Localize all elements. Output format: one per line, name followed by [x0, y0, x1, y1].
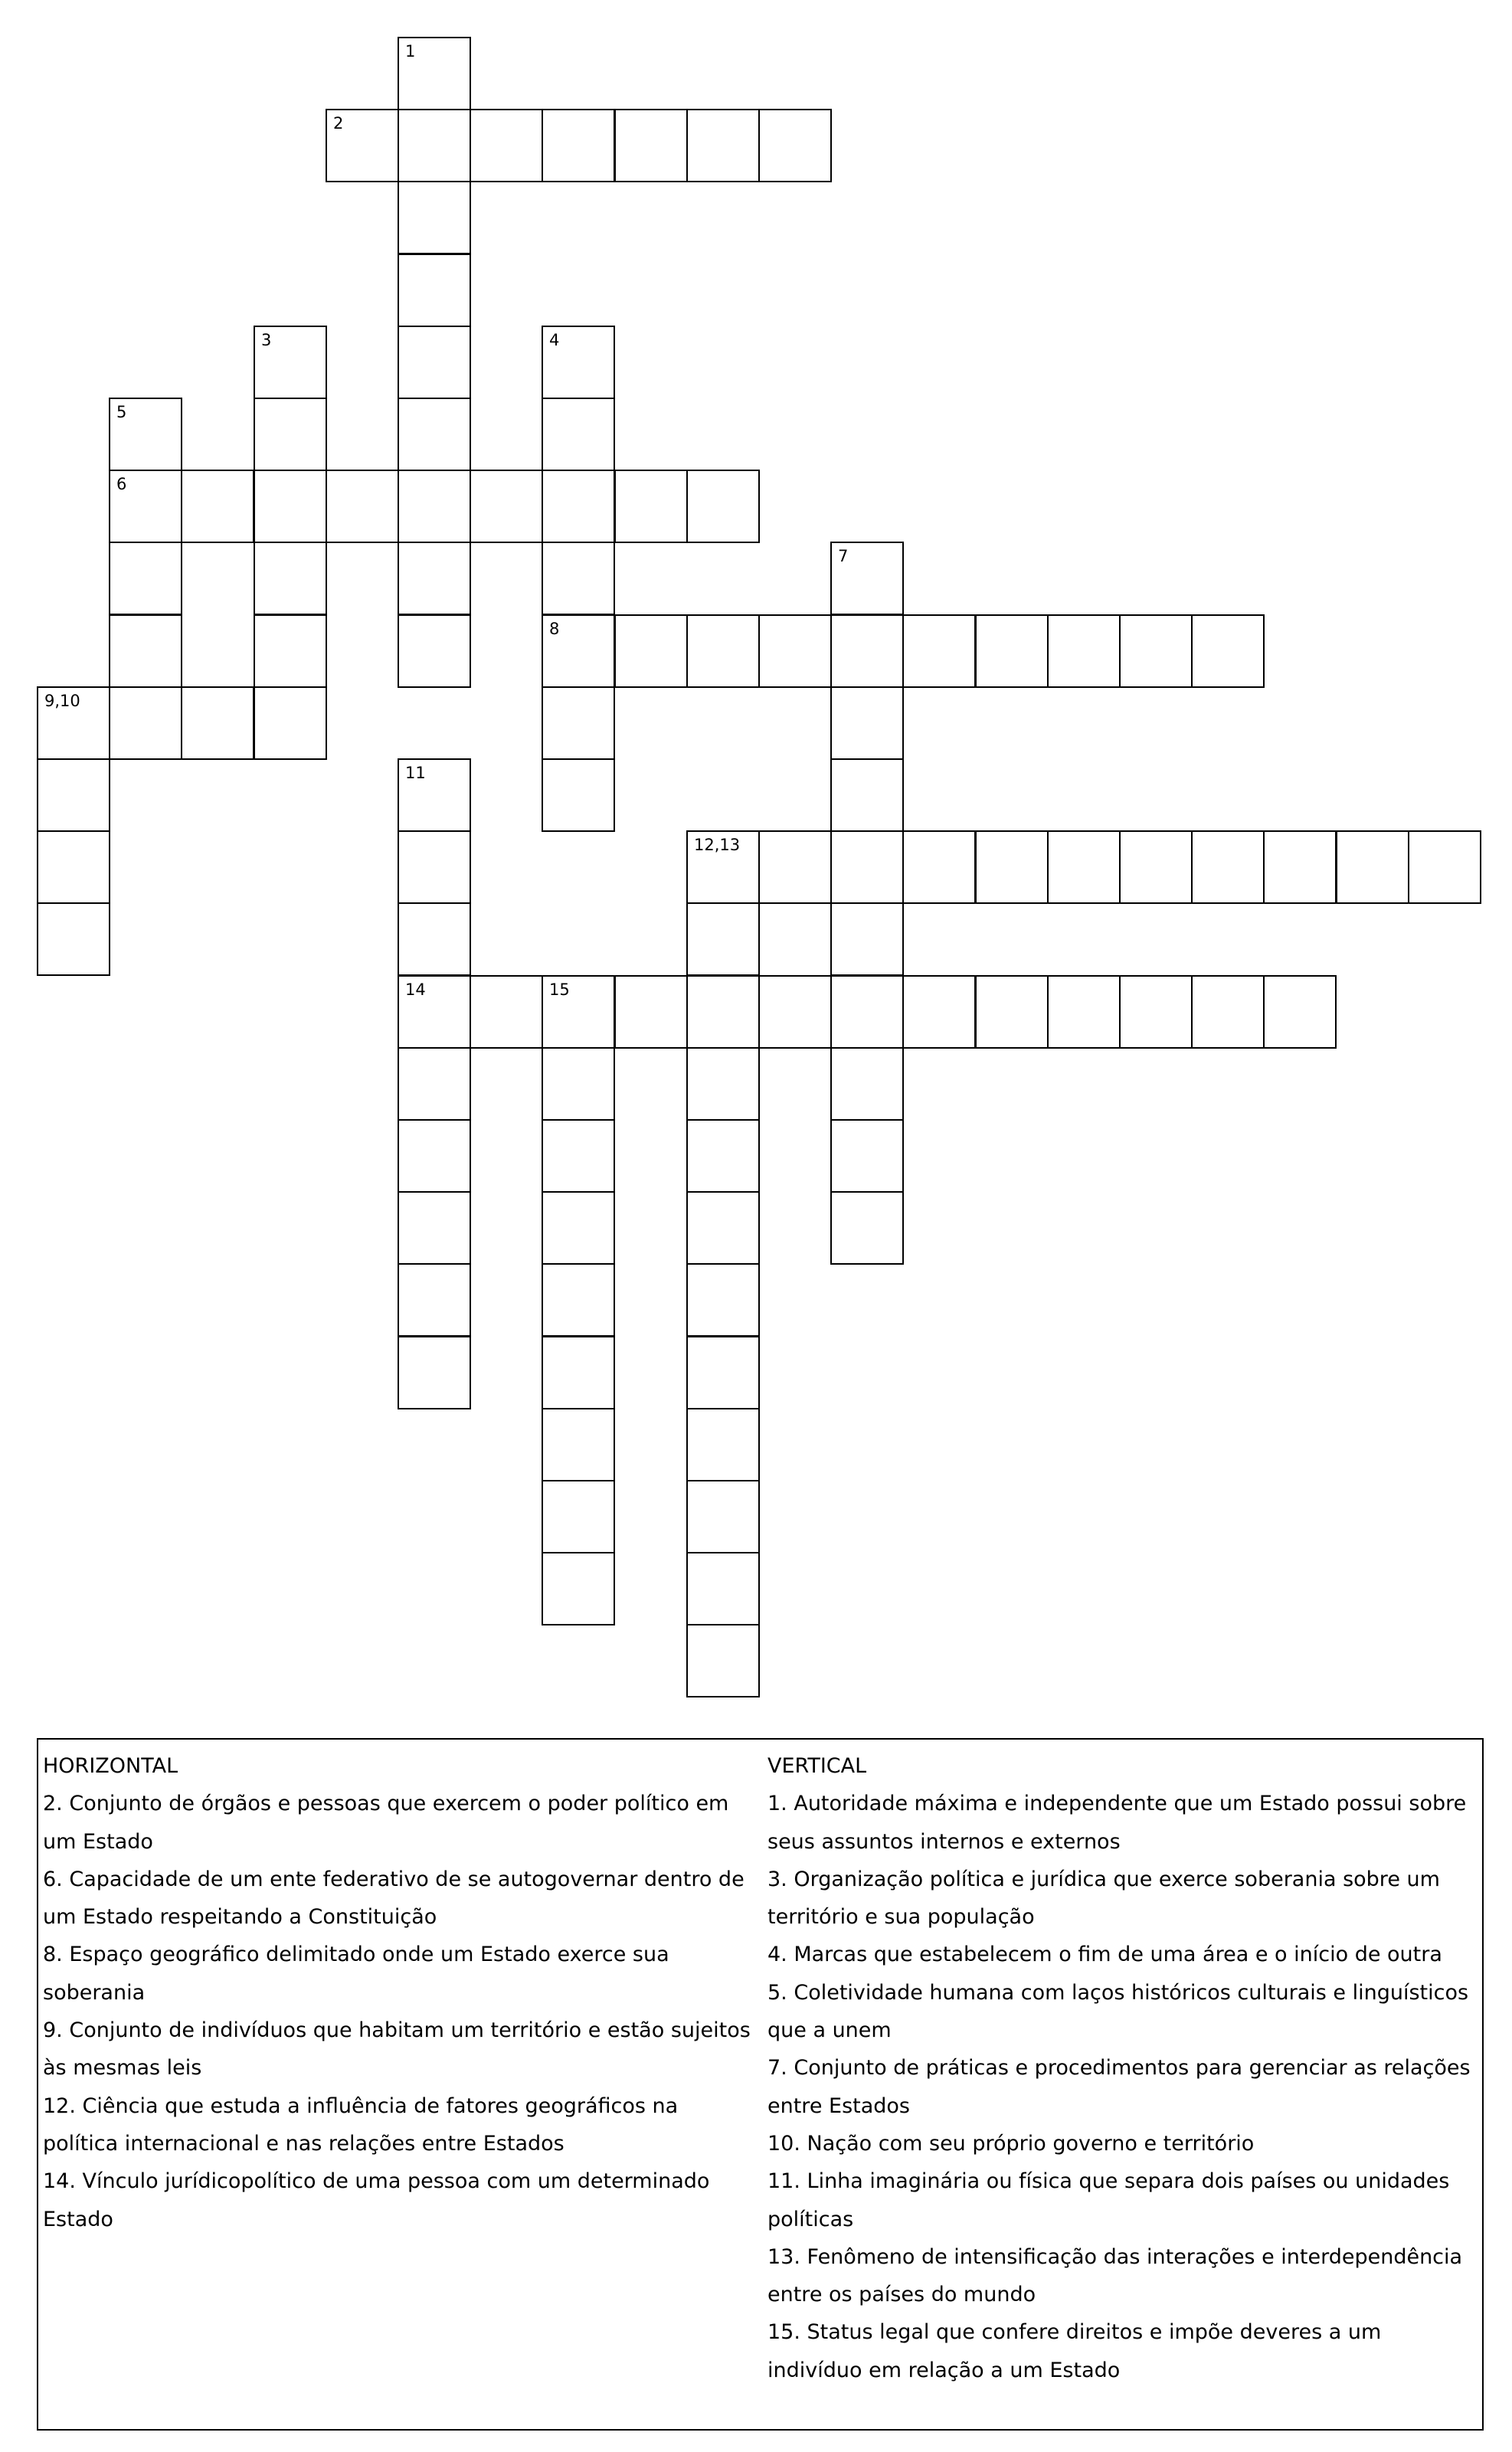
- crossword-cell[interactable]: [37, 758, 110, 832]
- crossword-cell[interactable]: [758, 614, 832, 688]
- crossword-cell[interactable]: [326, 109, 399, 182]
- crossword-cell[interactable]: [254, 470, 327, 543]
- crossword-cell[interactable]: [614, 975, 688, 1049]
- crossword-cell[interactable]: [830, 542, 904, 615]
- crossword-cell[interactable]: [109, 686, 182, 760]
- crossword-cell[interactable]: [686, 1119, 760, 1193]
- crossword-cell[interactable]: [686, 1047, 760, 1121]
- crossword-cell[interactable]: [398, 902, 471, 976]
- crossword-cell[interactable]: [398, 975, 471, 1049]
- crossword-cell[interactable]: [542, 1263, 615, 1337]
- crossword-cell[interactable]: [326, 470, 399, 543]
- crossword-cell[interactable]: [398, 181, 471, 254]
- crossword-cell[interactable]: [686, 1263, 760, 1337]
- crossword-cell[interactable]: [1047, 614, 1121, 688]
- crossword-cell[interactable]: [686, 1336, 760, 1409]
- crossword-cell[interactable]: [758, 975, 832, 1049]
- clue-horizontal-12: 12. Ciência que estuda a influência de fatores geográficos na política internacional e nas relações entre Estados: [43, 2094, 679, 2156]
- crossword-cell[interactable]: [1119, 830, 1193, 904]
- crossword-cell[interactable]: [830, 758, 904, 832]
- clue-number: 7: [838, 547, 849, 565]
- crossword-cell[interactable]: [830, 830, 904, 904]
- crossword-cell[interactable]: [37, 902, 110, 976]
- clue-vertical-4: 4. Marcas que estabelecem o fim de uma área e o início de outra: [767, 1943, 1442, 1967]
- clue-number: 4: [549, 331, 560, 349]
- crossword-cell[interactable]: [975, 975, 1049, 1049]
- crossword-cell[interactable]: [830, 1047, 904, 1121]
- crossword-cell[interactable]: [686, 614, 760, 688]
- crossword-cell[interactable]: [830, 1191, 904, 1265]
- clue-vertical-5: 5. Coletividade humana com laços históricos culturais e linguísticos que a unem: [767, 1980, 1469, 2043]
- clue-horizontal-14: 14. Vínculo jurídicopolítico de uma pessoa com um determinado Estado: [43, 2169, 710, 2231]
- crossword-cell[interactable]: [398, 1119, 471, 1193]
- crossword-cell[interactable]: [398, 109, 471, 182]
- crossword-cell[interactable]: [398, 542, 471, 615]
- crossword-cell[interactable]: [109, 542, 182, 615]
- clue-number: 9,10: [44, 692, 80, 710]
- clue-vertical-3: 3. Organização política e jurídica que exerce soberania sobre um território e sua população: [767, 1867, 1440, 1930]
- clue-number: 5: [116, 403, 127, 421]
- crossword-cell[interactable]: [109, 470, 182, 543]
- crossword-cell[interactable]: [542, 398, 615, 471]
- clue-horizontal-9: 9. Conjunto de indivíduos que habitam um território e estão sujeitos às mesmas leis: [43, 2018, 751, 2080]
- crossword-cell[interactable]: [398, 326, 471, 399]
- crossword-cell[interactable]: [181, 470, 254, 543]
- crossword-cell[interactable]: [1191, 614, 1265, 688]
- crossword-cell[interactable]: [1119, 975, 1193, 1049]
- horizontal-clues: [43, 1747, 755, 2238]
- crossword-cell[interactable]: [1263, 975, 1337, 1049]
- crossword-cell[interactable]: [542, 470, 615, 543]
- crossword-cell[interactable]: [830, 902, 904, 976]
- crossword-cell[interactable]: [254, 686, 327, 760]
- crossword-cell[interactable]: [254, 326, 327, 399]
- crossword-cell[interactable]: [830, 614, 904, 688]
- crossword-cell[interactable]: [542, 326, 615, 399]
- horizontal-heading: HORIZONTAL: [43, 1754, 178, 1778]
- vertical-heading: VERTICAL: [767, 1754, 867, 1778]
- crossword-cell[interactable]: [902, 830, 976, 904]
- clue-number: 12,13: [694, 836, 741, 854]
- clue-number: 8: [549, 620, 560, 638]
- clue-vertical-7: 7. Conjunto de práticas e procedimentos para gerenciar as relações entre Estados: [767, 2056, 1471, 2118]
- crossword-cell[interactable]: [1263, 830, 1337, 904]
- crossword-cell[interactable]: [1047, 975, 1121, 1049]
- crossword-cell[interactable]: [902, 614, 976, 688]
- crossword-cell[interactable]: [686, 1191, 760, 1265]
- crossword-cell[interactable]: [686, 902, 760, 976]
- crossword-cell[interactable]: [830, 1119, 904, 1193]
- crossword-cell[interactable]: [398, 1263, 471, 1337]
- crossword-cell[interactable]: [542, 614, 615, 688]
- crossword-cell[interactable]: [542, 1552, 615, 1625]
- clue-number: 2: [333, 114, 344, 133]
- clue-vertical-1: 1. Autoridade máxima e independente que um Estado possui sobre seus assuntos internos e externos: [767, 1792, 1467, 1854]
- crossword-cell[interactable]: [398, 614, 471, 688]
- crossword-cell[interactable]: [975, 830, 1049, 904]
- crossword-cell[interactable]: [1119, 614, 1193, 688]
- crossword-cell[interactable]: [686, 1552, 760, 1625]
- crossword-cell[interactable]: [830, 686, 904, 760]
- clue-number: 14: [405, 980, 426, 999]
- crossword-cell[interactable]: [470, 109, 543, 182]
- crossword-cell[interactable]: [542, 1480, 615, 1553]
- crossword-cell[interactable]: [254, 398, 327, 471]
- crossword-cell[interactable]: [542, 1047, 615, 1121]
- crossword-cell[interactable]: [398, 470, 471, 543]
- crossword-cell[interactable]: [975, 614, 1049, 688]
- crossword-cell[interactable]: [254, 614, 327, 688]
- crossword-cell[interactable]: [758, 830, 832, 904]
- crossword-cell[interactable]: [686, 470, 760, 543]
- crossword-cell[interactable]: [542, 758, 615, 832]
- crossword-cell[interactable]: [686, 1480, 760, 1553]
- clue-horizontal-6: 6. Capacidade de um ente federativo de se autogovernar dentro de um Estado respeitando a Constituição: [43, 1867, 745, 1930]
- clues-box: [37, 1738, 1484, 2431]
- crossword-cell[interactable]: [1191, 975, 1265, 1049]
- crossword-cell[interactable]: [614, 470, 688, 543]
- crossword-cell[interactable]: [758, 109, 832, 182]
- crossword-cell[interactable]: [542, 1119, 615, 1193]
- clue-horizontal-8: 8. Espaço geográfico delimitado onde um Estado exerce sua soberania: [43, 1943, 669, 2005]
- crossword-cell[interactable]: [902, 975, 976, 1049]
- crossword-cell[interactable]: [398, 1336, 471, 1409]
- crossword-cell[interactable]: [686, 975, 760, 1049]
- crossword-cell[interactable]: [470, 975, 543, 1049]
- crossword-cell[interactable]: [542, 1191, 615, 1265]
- crossword-cell[interactable]: [686, 830, 760, 904]
- crossword-cell[interactable]: [542, 975, 615, 1049]
- crossword-cell[interactable]: [830, 975, 904, 1049]
- clue-horizontal-2: 2. Conjunto de órgãos e pessoas que exercem o poder político em um Estado: [43, 1792, 729, 1854]
- crossword-cell[interactable]: [614, 109, 688, 182]
- crossword-cell[interactable]: [398, 1191, 471, 1265]
- crossword-cell[interactable]: [1336, 830, 1409, 904]
- crossword-cell[interactable]: [686, 1408, 760, 1481]
- crossword-cell[interactable]: [1191, 830, 1265, 904]
- crossword-cell[interactable]: [542, 1408, 615, 1481]
- clue-number: 1: [405, 42, 416, 61]
- clue-number: 6: [116, 475, 127, 493]
- crossword-cell[interactable]: [398, 758, 471, 832]
- clue-vertical-10: 10. Nação com seu próprio governo e território: [767, 2131, 1255, 2156]
- crossword-cell[interactable]: [542, 542, 615, 615]
- clue-vertical-15: 15. Status legal que confere direitos e impõe deveres a um indivíduo em relação a um Estado: [767, 2320, 1382, 2382]
- vertical-clues: [767, 1747, 1480, 2389]
- crossword-cell[interactable]: [181, 686, 254, 760]
- crossword-cell[interactable]: [37, 686, 110, 760]
- crossword-cell[interactable]: [470, 470, 543, 543]
- clue-vertical-11: 11. Linha imaginária ou física que separa dois países ou unidades políticas: [767, 2169, 1450, 2231]
- crossword-cell[interactable]: [398, 37, 471, 110]
- crossword-cell[interactable]: [542, 1336, 615, 1409]
- crossword-cell[interactable]: [398, 398, 471, 471]
- crossword-cell[interactable]: [686, 109, 760, 182]
- crossword-cell[interactable]: [542, 686, 615, 760]
- crossword-cell[interactable]: [254, 542, 327, 615]
- crossword-cell[interactable]: [1408, 830, 1481, 904]
- crossword-cell[interactable]: [614, 614, 688, 688]
- crossword-cell[interactable]: [542, 109, 615, 182]
- crossword-cell[interactable]: [37, 830, 110, 904]
- crossword-cell[interactable]: [1047, 830, 1121, 904]
- clue-vertical-13: 13. Fenômeno de intensificação das interações e interdependência entre os países do mundo: [767, 2244, 1463, 2307]
- clue-number: 11: [405, 764, 426, 782]
- crossword-cell[interactable]: [686, 1624, 760, 1697]
- crossword-cell[interactable]: [109, 398, 182, 471]
- crossword-cell[interactable]: [398, 1047, 471, 1121]
- clue-number: 3: [261, 331, 272, 349]
- crossword-cell[interactable]: [398, 254, 471, 327]
- crossword-cell[interactable]: [398, 830, 471, 904]
- clue-number: 15: [549, 980, 570, 999]
- crossword-cell[interactable]: [109, 614, 182, 688]
